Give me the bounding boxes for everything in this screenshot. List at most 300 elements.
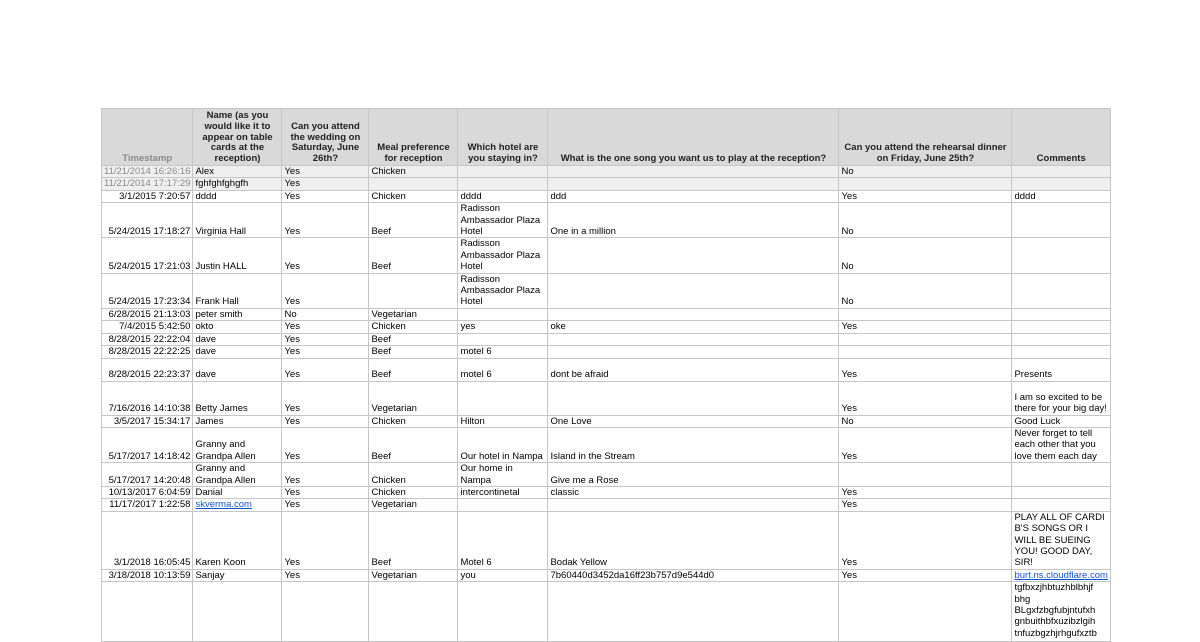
- cell-timestamp[interactable]: [102, 190, 193, 202]
- cell-name[interactable]: [193, 463, 282, 487]
- cell-rehearsal-text: No: [841, 261, 854, 273]
- cell-comments-text: PLAY ALL OF CARDI B'S SONGS OR I WILL BE SUEING YOU! GOOD DAY, SIR!: [1014, 511, 1105, 569]
- table-row: [102, 427, 1111, 462]
- cell-timestamp-text: 8/28/2015 22:22:25: [108, 346, 191, 358]
- cell-hotel[interactable]: [458, 569, 548, 581]
- cell-rehearsal-text: No: [841, 296, 854, 308]
- cell-hotel-text: dddd: [460, 190, 482, 202]
- cell-song[interactable]: [548, 486, 839, 498]
- cell-meal-text: Chicken: [371, 321, 406, 333]
- cell-name[interactable]: [193, 486, 282, 498]
- cell-timestamp[interactable]: [102, 415, 193, 427]
- cell-hotel-text: Radisson Ambassador Plaza Hotel: [460, 273, 541, 308]
- cell-attend[interactable]: [282, 415, 369, 427]
- cell-attend[interactable]: [282, 463, 369, 487]
- cell-hotel[interactable]: [458, 166, 548, 178]
- cell-hotel[interactable]: [458, 333, 548, 345]
- cell-attend[interactable]: [282, 273, 369, 308]
- cell-rehearsal[interactable]: [839, 486, 1012, 498]
- cell-name-text: Karen Koon: [195, 557, 246, 569]
- cell-hotel[interactable]: [458, 486, 548, 498]
- cell-name-text: Frank Hall: [195, 296, 239, 308]
- header-attend[interactable]: Can you attend the wedding on Saturday, June 26th?: [282, 109, 369, 166]
- cell-attend-text: Yes: [284, 346, 300, 358]
- cell-rehearsal[interactable]: [839, 358, 1012, 381]
- cell-comments[interactable]: [1012, 463, 1110, 487]
- cell-timestamp[interactable]: [102, 178, 193, 190]
- cell-attend[interactable]: [282, 203, 369, 238]
- cell-name[interactable]: [193, 273, 282, 308]
- cell-rehearsal-text: No: [841, 226, 854, 238]
- table-row: [102, 273, 1111, 308]
- cell-meal[interactable]: [369, 308, 458, 320]
- table-row: [102, 358, 1111, 381]
- cell-attend[interactable]: [282, 166, 369, 178]
- cell-name[interactable]: [193, 415, 282, 427]
- cell-rehearsal[interactable]: [839, 178, 1012, 190]
- cell-comments[interactable]: [1012, 381, 1110, 415]
- cell-attend[interactable]: [282, 190, 369, 202]
- header-rehearsal[interactable]: Can you attend the rehearsal dinner on Friday, June 25th?: [839, 109, 1012, 166]
- cell-name[interactable]: [193, 511, 282, 569]
- cell-rehearsal[interactable]: [839, 511, 1012, 569]
- cell-attend[interactable]: [282, 582, 369, 642]
- cell-meal-text: Vegetarian: [371, 499, 417, 511]
- cell-song-text: classic: [550, 486, 579, 498]
- cell-song[interactable]: [548, 238, 839, 273]
- cell-timestamp[interactable]: [102, 381, 193, 415]
- header-comments[interactable]: Comments: [1012, 109, 1110, 166]
- cell-song[interactable]: [548, 333, 839, 345]
- cell-comments[interactable]: [1012, 166, 1110, 178]
- cell-timestamp[interactable]: [102, 569, 193, 581]
- cell-song[interactable]: [548, 203, 839, 238]
- cell-rehearsal[interactable]: [839, 582, 1012, 642]
- table-row: [102, 582, 1111, 642]
- cell-attend-text: Yes: [284, 403, 300, 415]
- cell-name[interactable]: [193, 333, 282, 345]
- cell-name-text: peter smith: [195, 308, 243, 320]
- cell-hotel[interactable]: [458, 499, 548, 511]
- header-meal[interactable]: Meal preference for reception: [369, 109, 458, 166]
- cell-attend[interactable]: [282, 381, 369, 415]
- cell-name-text: Granny and Grandpa Allen: [195, 439, 256, 462]
- cell-meal-text: Beef: [371, 333, 392, 345]
- cell-meal-text: Chicken: [371, 474, 406, 486]
- cell-rehearsal-text: Yes: [841, 190, 857, 202]
- cell-comments[interactable]: [1012, 346, 1110, 358]
- cell-comments-text: dddd: [1014, 190, 1036, 202]
- cell-timestamp[interactable]: [102, 427, 193, 462]
- cell-timestamp-text: 10/13/2017 6:04:59: [108, 486, 191, 498]
- cell-name[interactable]: [193, 238, 282, 273]
- cell-comments[interactable]: [1012, 203, 1110, 238]
- cell-meal[interactable]: [369, 178, 458, 190]
- cell-rehearsal[interactable]: [839, 238, 1012, 273]
- sheet-body: [102, 166, 1111, 642]
- cell-name[interactable]: [193, 358, 282, 381]
- cell-meal-text: Chicken: [371, 486, 406, 498]
- table-row: [102, 203, 1111, 238]
- cell-rehearsal[interactable]: [839, 321, 1012, 333]
- cell-timestamp-text: 5/17/2017 14:20:48: [108, 474, 191, 486]
- cell-rehearsal[interactable]: [839, 463, 1012, 487]
- cell-attend-text: Yes: [284, 450, 300, 462]
- cell-timestamp[interactable]: [102, 358, 193, 381]
- cell-rehearsal[interactable]: [839, 569, 1012, 581]
- cell-comments[interactable]: [1012, 415, 1110, 427]
- table-row: [102, 499, 1111, 511]
- cell-attend[interactable]: [282, 358, 369, 381]
- cell-attend-text: Yes: [284, 557, 300, 569]
- table-row: [102, 333, 1111, 345]
- cell-song[interactable]: [548, 358, 839, 381]
- cell-rehearsal[interactable]: [839, 415, 1012, 427]
- cell-hotel-text: Radisson Ambassador Plaza Hotel: [460, 203, 541, 238]
- cell-name[interactable]: [193, 321, 282, 333]
- cell-hotel[interactable]: [458, 427, 548, 462]
- cell-timestamp[interactable]: [102, 511, 193, 569]
- cell-timestamp-text: 3/1/2015 7:20:57: [119, 190, 191, 202]
- cell-meal[interactable]: [369, 166, 458, 178]
- cell-hotel-text: motel 6: [460, 346, 492, 358]
- cell-rehearsal[interactable]: [839, 427, 1012, 462]
- cell-rehearsal[interactable]: [839, 381, 1012, 415]
- cell-timestamp[interactable]: [102, 582, 193, 642]
- cell-hotel[interactable]: [458, 273, 548, 308]
- header-name[interactable]: Name (as you would like it to appear on table cards at the reception): [193, 109, 282, 166]
- cell-rehearsal-text: Yes: [841, 569, 857, 581]
- cell-attend-text: Yes: [284, 226, 300, 238]
- cell-rehearsal-text: Yes: [841, 321, 857, 333]
- cell-meal-text: Chicken: [371, 190, 406, 202]
- cell-attend[interactable]: [282, 511, 369, 569]
- cell-song-text: One in a million: [550, 226, 616, 238]
- cell-timestamp-text: 3/5/2017 15:34:17: [113, 415, 191, 427]
- table-row: [102, 238, 1111, 273]
- cell-meal-text: Beef: [371, 346, 392, 358]
- cell-attend-text: Yes: [284, 369, 300, 381]
- cell-name-text: Danial: [195, 486, 223, 498]
- cell-song[interactable]: [548, 582, 839, 642]
- cell-comments[interactable]: [1012, 486, 1110, 498]
- cell-comments-text: Presents: [1014, 369, 1052, 381]
- cell-hotel-text: yes: [460, 321, 476, 333]
- cell-hotel-text: Our home in Nampa: [460, 463, 513, 486]
- table-row: [102, 190, 1111, 202]
- cell-hotel[interactable]: [458, 178, 548, 190]
- cell-meal[interactable]: [369, 190, 458, 202]
- cell-song-text: dont be afraid: [550, 369, 609, 381]
- cell-song[interactable]: [548, 178, 839, 190]
- table-row: [102, 346, 1111, 358]
- cell-comments[interactable]: [1012, 358, 1110, 381]
- cell-timestamp[interactable]: [102, 273, 193, 308]
- cell-name[interactable]: [193, 582, 282, 642]
- cell-meal-text: Vegetarian: [371, 308, 417, 320]
- cell-attend-text: Yes: [284, 321, 300, 333]
- cell-song[interactable]: [548, 190, 839, 202]
- cell-name-text: Granny and Grandpa Allen: [195, 463, 256, 486]
- cell-hotel[interactable]: [458, 346, 548, 358]
- cell-song[interactable]: [548, 346, 839, 358]
- cell-rehearsal[interactable]: [839, 499, 1012, 511]
- name-link[interactable]: skverma.com: [195, 499, 252, 511]
- cell-song[interactable]: [548, 321, 839, 333]
- cell-attend-text: Yes: [284, 486, 300, 498]
- cell-comments[interactable]: [1012, 238, 1110, 273]
- cell-comments[interactable]: [1012, 321, 1110, 333]
- cell-name-text: Justin HALL: [195, 261, 247, 273]
- cell-timestamp[interactable]: [102, 166, 193, 178]
- cell-hotel-text: Our hotel in Nampa: [460, 450, 543, 462]
- cell-name[interactable]: [193, 569, 282, 581]
- table-row: [102, 321, 1111, 333]
- table-row: [102, 486, 1111, 498]
- cell-timestamp-text: 8/28/2015 22:23:37: [108, 369, 191, 381]
- cell-timestamp[interactable]: [102, 463, 193, 487]
- cell-timestamp-text: 11/21/2014 17:17:29: [104, 178, 191, 190]
- cell-meal-text: Beef: [371, 369, 392, 381]
- cell-comments[interactable]: [1012, 273, 1110, 308]
- cell-song-text: One Love: [550, 415, 592, 427]
- cell-meal[interactable]: [369, 499, 458, 511]
- cell-comments[interactable]: [1012, 511, 1110, 569]
- cell-song-text: ddd: [550, 190, 567, 202]
- cell-meal[interactable]: [369, 358, 458, 381]
- cell-meal[interactable]: [369, 427, 458, 462]
- cell-timestamp[interactable]: [102, 333, 193, 345]
- cell-attend[interactable]: [282, 333, 369, 345]
- cell-hotel[interactable]: [458, 238, 548, 273]
- cell-attend-text: Yes: [284, 261, 300, 273]
- cell-timestamp[interactable]: [102, 203, 193, 238]
- cell-attend-text: Yes: [284, 178, 300, 190]
- cell-rehearsal[interactable]: [839, 333, 1012, 345]
- cell-comments-text: Never forget to tell each other that you love them each day: [1014, 427, 1097, 462]
- cell-rehearsal[interactable]: [839, 203, 1012, 238]
- cell-comments[interactable]: [1012, 569, 1110, 581]
- header-song[interactable]: What is the one song you want us to play at the reception?: [548, 109, 839, 166]
- cell-name[interactable]: [193, 499, 282, 511]
- cell-meal-text: Chicken: [371, 166, 406, 177]
- cell-song[interactable]: [548, 166, 839, 178]
- cell-timestamp-text: 5/24/2015 17:18:27: [108, 226, 191, 238]
- cell-comments[interactable]: [1012, 333, 1110, 345]
- cell-timestamp-text: 3/1/2018 16:05:45: [113, 557, 191, 569]
- cell-meal[interactable]: [369, 569, 458, 581]
- cell-timestamp-text: 7/16/2016 14:10:38: [108, 403, 191, 415]
- cell-meal[interactable]: [369, 381, 458, 415]
- cell-comments[interactable]: [1012, 427, 1110, 462]
- cell-timestamp-text: 5/17/2017 14:18:42: [108, 450, 191, 462]
- cell-name-text: Virginia Hall: [195, 226, 246, 238]
- cell-comments[interactable]: [1012, 499, 1110, 511]
- cell-attend[interactable]: [282, 238, 369, 273]
- cell-song[interactable]: [548, 415, 839, 427]
- table-row: [102, 569, 1111, 581]
- cell-song-text: Give me a Rose: [550, 474, 619, 486]
- cell-timestamp-text: 5/24/2015 17:21:03: [108, 261, 191, 273]
- cell-meal[interactable]: [369, 333, 458, 345]
- cell-rehearsal-text: Yes: [841, 403, 857, 415]
- cell-meal[interactable]: [369, 238, 458, 273]
- cell-comments[interactable]: [1012, 190, 1110, 202]
- cell-hotel[interactable]: [458, 203, 548, 238]
- cell-attend-text: No: [284, 308, 297, 320]
- cell-song[interactable]: [548, 569, 839, 581]
- cell-meal[interactable]: [369, 273, 458, 308]
- cell-timestamp[interactable]: [102, 238, 193, 273]
- cell-comments-text: I am so excited to be there for your big day!: [1014, 391, 1107, 415]
- cell-hotel-text: intercontinetal: [460, 486, 520, 498]
- cell-attend-text: Yes: [284, 499, 300, 511]
- cell-timestamp-text: 7/4/2015 5:42:50: [119, 321, 191, 333]
- cell-attend[interactable]: [282, 308, 369, 320]
- cell-rehearsal[interactable]: [839, 273, 1012, 308]
- cell-timestamp[interactable]: [102, 321, 193, 333]
- cell-meal[interactable]: [369, 203, 458, 238]
- cell-song-text: 7b60440d3452da16ff23b757d9e544d0: [550, 569, 715, 581]
- table-row: [102, 415, 1111, 427]
- cell-song[interactable]: [548, 381, 839, 415]
- cell-hotel[interactable]: [458, 358, 548, 381]
- cell-name-text: dddd: [195, 190, 217, 202]
- cell-song[interactable]: [548, 499, 839, 511]
- cell-name[interactable]: [193, 178, 282, 190]
- cell-meal[interactable]: [369, 486, 458, 498]
- cell-hotel-text: you: [460, 569, 476, 581]
- cell-hotel[interactable]: [458, 463, 548, 487]
- cell-name-text: Sanjay: [195, 569, 225, 581]
- header-hotel[interactable]: Which hotel are you staying in?: [458, 109, 548, 166]
- cell-attend-text: Yes: [284, 415, 300, 427]
- cell-rehearsal[interactable]: [839, 308, 1012, 320]
- cell-meal-text: Beef: [371, 557, 392, 569]
- cell-meal[interactable]: [369, 582, 458, 642]
- cell-name-text: Betty James: [195, 403, 248, 415]
- cell-song[interactable]: [548, 463, 839, 487]
- cell-timestamp-text: 11/17/2017 1:22:58: [109, 499, 191, 511]
- cell-name[interactable]: [193, 427, 282, 462]
- cell-song-text: Bodak Yellow: [550, 557, 607, 569]
- cell-timestamp-text: 3/18/2018 10:13:59: [108, 569, 191, 581]
- table-row: [102, 166, 1111, 178]
- cell-song[interactable]: [548, 427, 839, 462]
- cell-attend[interactable]: [282, 499, 369, 511]
- cell-hotel[interactable]: [458, 582, 548, 642]
- cell-meal[interactable]: [369, 511, 458, 569]
- cell-attend[interactable]: [282, 321, 369, 333]
- cell-name-text: dave: [195, 346, 217, 358]
- cell-name-text: fghfghfghgfh: [195, 178, 249, 190]
- cell-rehearsal-text: Yes: [841, 486, 857, 498]
- cell-rehearsal-text: Yes: [841, 369, 857, 381]
- cell-meal-text: Beef: [371, 226, 392, 238]
- cell-comments[interactable]: [1012, 582, 1110, 642]
- cell-song[interactable]: [548, 511, 839, 569]
- cell-name[interactable]: [193, 381, 282, 415]
- cell-meal-text: Vegetarian: [371, 403, 417, 415]
- cell-meal-text: Vegetarian: [371, 569, 417, 581]
- cell-attend-text: Yes: [284, 190, 300, 202]
- cell-meal-text: Chicken: [371, 415, 406, 427]
- cell-song-text: Island in the Stream: [550, 450, 635, 462]
- cell-hotel[interactable]: [458, 308, 548, 320]
- cell-name-text: dave: [195, 369, 217, 381]
- cell-comments-text: tgfbxzjhbtuzhblbhjf bhg BLgxfzbgfubjntufxh gnbuithbfxuzibzlgih tnfuzbgzhjrhgufxztb: [1014, 582, 1097, 639]
- cell-timestamp[interactable]: [102, 346, 193, 358]
- table-row: [102, 308, 1111, 320]
- cell-attend[interactable]: [282, 346, 369, 358]
- cell-rehearsal-text: Yes: [841, 499, 857, 511]
- cell-song[interactable]: [548, 308, 839, 320]
- cell-meal[interactable]: [369, 321, 458, 333]
- responses-sheet: [101, 108, 1111, 642]
- cell-name[interactable]: [193, 166, 282, 178]
- cell-attend[interactable]: [282, 569, 369, 581]
- cell-comments[interactable]: [1012, 178, 1110, 190]
- cell-rehearsal-text: No: [841, 166, 854, 177]
- table-row: [102, 178, 1111, 190]
- cell-name-text: okto: [195, 321, 214, 333]
- comments-link[interactable]: burt.ns.cloudflare.com: [1014, 569, 1108, 581]
- cell-rehearsal[interactable]: [839, 166, 1012, 178]
- cell-song[interactable]: [548, 273, 839, 308]
- cell-meal-text: Beef: [371, 261, 392, 273]
- cell-meal[interactable]: [369, 346, 458, 358]
- header-row: [102, 109, 1111, 166]
- cell-name[interactable]: [193, 346, 282, 358]
- cell-attend[interactable]: [282, 427, 369, 462]
- table-row: [102, 511, 1111, 569]
- cell-rehearsal[interactable]: [839, 346, 1012, 358]
- cell-attend[interactable]: [282, 178, 369, 190]
- cell-name-text: James: [195, 415, 224, 427]
- cell-rehearsal-text: Yes: [841, 557, 857, 569]
- cell-timestamp-text: 8/28/2015 22:22:04: [108, 333, 191, 345]
- cell-comments[interactable]: [1012, 308, 1110, 320]
- cell-song-text: oke: [550, 321, 566, 333]
- cell-meal[interactable]: [369, 415, 458, 427]
- cell-hotel-text: motel 6: [460, 369, 492, 381]
- cell-name-text: dave: [195, 333, 217, 345]
- cell-hotel[interactable]: [458, 190, 548, 202]
- cell-hotel[interactable]: [458, 415, 548, 427]
- cell-hotel[interactable]: [458, 381, 548, 415]
- cell-hotel[interactable]: [458, 511, 548, 569]
- cell-attend-text: Yes: [284, 333, 300, 345]
- cell-hotel[interactable]: [458, 321, 548, 333]
- cell-name-text: Alex: [195, 166, 214, 177]
- cell-rehearsal[interactable]: [839, 190, 1012, 202]
- cell-attend[interactable]: [282, 486, 369, 498]
- cell-name[interactable]: [193, 190, 282, 202]
- cell-rehearsal-text: No: [841, 415, 854, 427]
- cell-timestamp[interactable]: [102, 486, 193, 498]
- cell-timestamp[interactable]: [102, 308, 193, 320]
- cell-meal[interactable]: [369, 463, 458, 487]
- cell-timestamp[interactable]: [102, 499, 193, 511]
- cell-rehearsal-text: Yes: [841, 450, 857, 462]
- cell-name[interactable]: [193, 203, 282, 238]
- cell-hotel-text: Hilton: [460, 415, 485, 427]
- header-timestamp[interactable]: Timestamp: [102, 109, 193, 166]
- cell-name[interactable]: [193, 308, 282, 320]
- table-row: [102, 381, 1111, 415]
- cell-attend-text: Yes: [284, 569, 300, 581]
- cell-meal-text: Beef: [371, 450, 392, 462]
